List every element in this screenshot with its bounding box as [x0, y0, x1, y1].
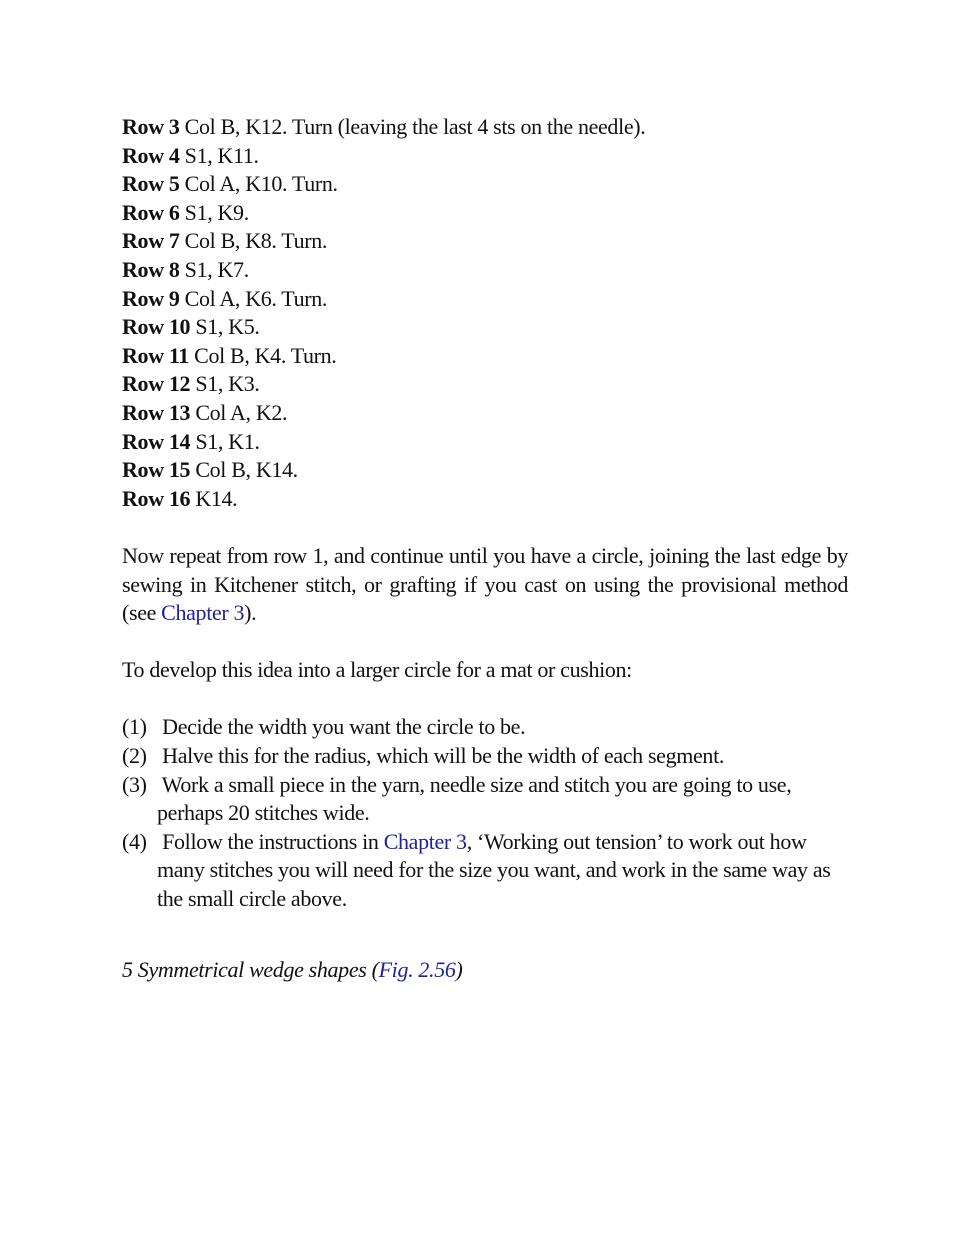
repeat-text-end: ).: [244, 600, 257, 626]
step-item: [122, 742, 848, 771]
section-heading-text: 5 Symmetrical wedge shapes (: [122, 956, 379, 982]
document-page: [122, 113, 848, 984]
row-instruction: S1, K3.: [190, 371, 260, 397]
row-instruction: S1, K9.: [179, 199, 249, 225]
step-text: Follow the instructions in: [157, 828, 384, 854]
develop-intro: To develop this idea into a larger circle for a mat or cushion:: [122, 657, 632, 683]
pattern-row: [122, 313, 848, 342]
row-label: Row 12: [122, 371, 191, 397]
spacer: [122, 628, 848, 657]
step-number: (3): [122, 771, 147, 797]
row-instruction: S1, K1.: [190, 428, 260, 454]
row-instruction: Col A, K10. Turn.: [179, 171, 338, 197]
row-instruction: Col A, K2.: [190, 399, 288, 425]
step-text: Decide the width you want the circle to be.: [157, 714, 526, 740]
row-instruction: S1, K7.: [179, 256, 249, 282]
row-label: Row 4: [122, 142, 180, 168]
pattern-row: [122, 170, 848, 199]
pattern-row: [122, 199, 848, 228]
figure-link[interactable]: Fig. 2.56: [378, 956, 456, 982]
step-number: (4): [122, 828, 147, 854]
step-text: Halve this for the radius, which will be the width of each segment.: [157, 743, 724, 769]
chapter-3-link[interactable]: Chapter 3: [383, 828, 467, 854]
row-label: Row 7: [122, 228, 180, 254]
pattern-row: [122, 370, 848, 399]
pattern-row: [122, 428, 848, 457]
pattern-row: [122, 456, 848, 485]
row-label: Row 13: [122, 399, 191, 425]
step-number: (1): [122, 714, 147, 740]
step-text: Work a small piece in the yarn, needle size and stitch you are going to use, perhaps 20 stitches wide.: [157, 771, 792, 826]
pattern-row: [122, 342, 848, 371]
row-instruction: Col B, K12. Turn (leaving the last 4 sts on the needle).: [179, 114, 646, 139]
row-label: Row 14: [122, 428, 191, 454]
pattern-row: [122, 142, 848, 171]
pattern-row: [122, 227, 848, 256]
spacer: [122, 914, 848, 956]
section-heading-end: ): [455, 956, 463, 982]
row-instruction: Col B, K8. Turn.: [179, 228, 328, 254]
row-instruction: Col B, K4. Turn.: [188, 342, 337, 368]
step-text-end: , ‘Working out tension’ to work out how many stitches you will need for the size you want, and work in the same way as the small circle above.: [157, 828, 831, 912]
repeat-text: Now repeat from row 1, and continue until you have a circle, joining the last edge by sewing in Kitchener stitch, or grafting if you cast on using the provisional method (see: [122, 542, 848, 626]
section-heading: [122, 956, 848, 985]
row-label: Row 3: [122, 114, 180, 139]
pattern-row: [122, 485, 848, 514]
row-label: Row 16: [122, 485, 191, 511]
spacer: [122, 685, 848, 714]
repeat-paragraph: [122, 542, 848, 628]
step-item: [122, 771, 848, 828]
row-label: Row 9: [122, 285, 180, 311]
step-item: [122, 713, 848, 742]
row-label: Row 10: [122, 314, 191, 340]
step-item: [122, 828, 848, 914]
pattern-row: [122, 256, 848, 285]
row-label: Row 15: [122, 457, 191, 483]
row-label: Row 6: [122, 199, 180, 225]
row-instruction: Col B, K14.: [190, 457, 298, 483]
pattern-row: [122, 113, 848, 142]
row-instruction: K14.: [190, 485, 238, 511]
row-instruction: Col A, K6. Turn.: [179, 285, 328, 311]
pattern-row: [122, 399, 848, 428]
row-instruction: S1, K5.: [190, 314, 260, 340]
spacer: [122, 513, 848, 542]
row-instruction: S1, K11.: [179, 142, 259, 168]
pattern-row: [122, 285, 848, 314]
chapter-3-link[interactable]: Chapter 3: [161, 600, 245, 626]
row-label: Row 5: [122, 171, 180, 197]
row-label: Row 8: [122, 256, 180, 282]
step-number: (2): [122, 743, 147, 769]
row-label: Row 11: [122, 342, 189, 368]
